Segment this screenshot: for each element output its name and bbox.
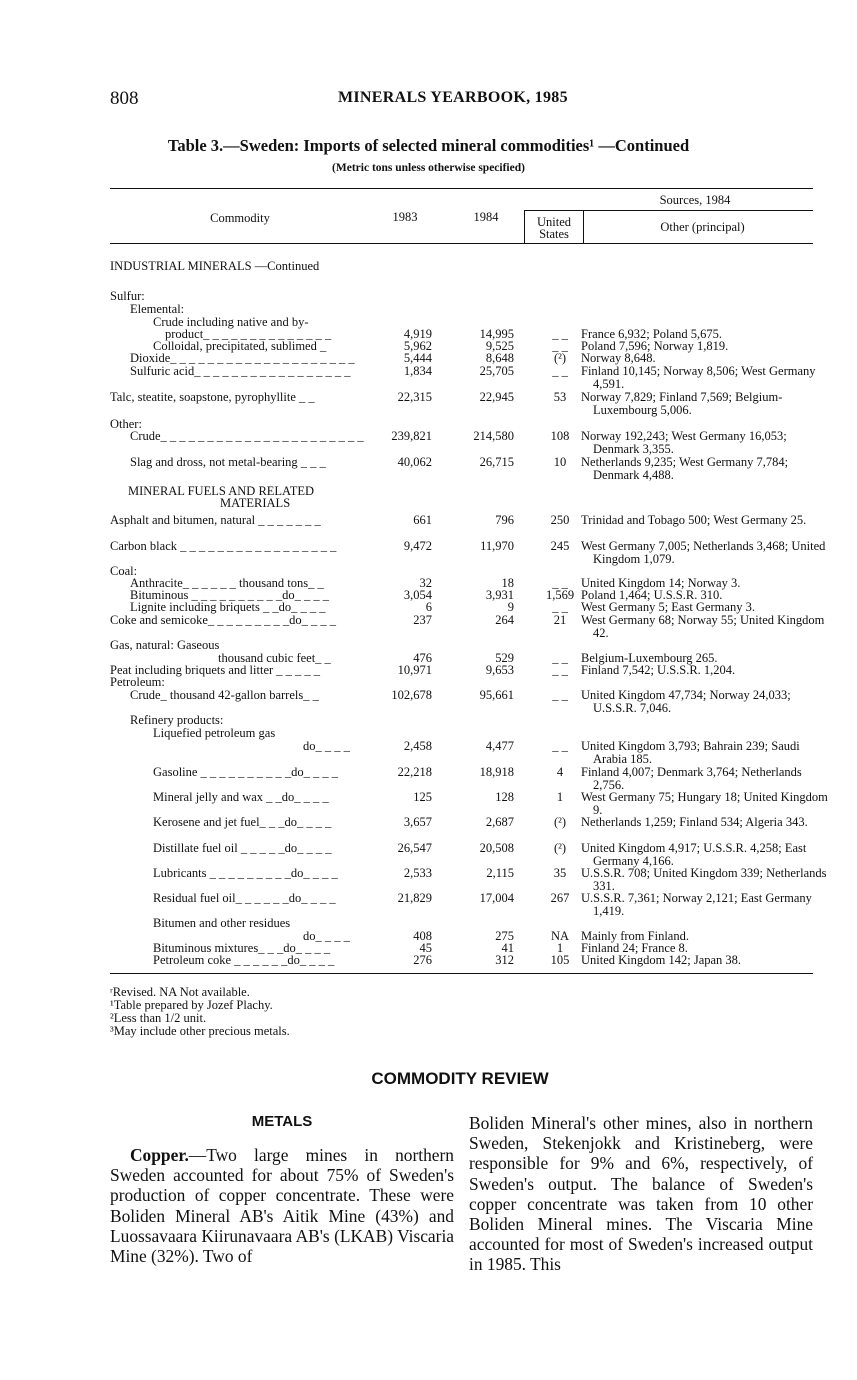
value-1984: 41 xyxy=(501,941,514,955)
commodity-cell: Crude including native and by- xyxy=(153,315,309,329)
other-principal-sources: United Kingdom 47,734; Norway 24,033; U.S.S.R. 7,046. xyxy=(581,688,791,715)
other-principal-sources: Finland 24; France 8. xyxy=(581,941,688,955)
other-principal-sources: Finland 7,542; U.S.S.R. 1,204. xyxy=(581,663,736,677)
value-1984: 17,004 xyxy=(479,891,514,905)
commodity-cell: Dioxide_ _ _ _ _ _ _ _ _ _ _ _ _ _ _ _ _ _ _ _ xyxy=(130,351,355,365)
value-united-states: 10 xyxy=(553,455,567,469)
other-principal-sources: Poland 1,464; U.S.S.R. 310. xyxy=(581,588,723,602)
other-principal-sources: West Germany 5; East Germany 3. xyxy=(581,600,755,614)
value-united-states: 1,569 xyxy=(545,588,575,602)
commodity-cell: Refinery products: xyxy=(130,713,224,727)
value-united-states: 108 xyxy=(550,429,570,443)
value-1983: 476 xyxy=(413,651,432,665)
value-1983: 5,444 xyxy=(403,351,432,365)
value-1984: 2,115 xyxy=(486,866,514,880)
table-title: Table 3.—Sweden: Imports of selected mineral commodities¹ —Continued xyxy=(167,136,690,155)
commodity-cell: Gas, natural: Gaseous xyxy=(110,638,220,652)
value-1984: 26,715 xyxy=(479,455,514,469)
header-us-line2: States xyxy=(539,227,569,241)
value-united-states: 53 xyxy=(553,390,567,404)
other-principal-sources: U.S.S.R. 7,361; Norway 2,121; East Germany 1,419. xyxy=(581,891,812,918)
value-1984: 796 xyxy=(495,513,514,527)
value-1983: 10,971 xyxy=(397,663,432,677)
commodity-cell: Lignite including briquets _ _do_ _ _ _ xyxy=(130,600,326,614)
value-1984: 3,931 xyxy=(485,588,514,602)
header-1983: 1983 xyxy=(392,210,418,224)
value-1983: 125 xyxy=(413,790,432,804)
header-other: Other (principal) xyxy=(660,220,745,234)
commodity-cell: Distillate fuel oil _ _ _ _ _do_ _ _ _ xyxy=(153,841,332,855)
other-principal-sources: Poland 7,596; Norway 1,819. xyxy=(581,339,729,353)
value-united-states: (²) xyxy=(553,815,567,829)
commodity-cell: do_ _ _ _ xyxy=(303,929,350,943)
header-commodity: Commodity xyxy=(210,211,270,225)
value-united-states: 1 xyxy=(556,941,564,955)
value-united-states: (²) xyxy=(553,351,567,365)
other-principal-sources: France 6,932; Poland 5,675. xyxy=(581,327,722,341)
left-column-paragraph xyxy=(110,1145,454,1266)
value-united-states: _ _ xyxy=(552,688,568,702)
page-number: 808 xyxy=(110,88,139,109)
footnote: ¹Table prepared by Jozef Plachy. xyxy=(110,998,273,1012)
value-1983: 237 xyxy=(413,613,432,627)
value-1983: 5,962 xyxy=(403,339,432,353)
commodity-cell: MATERIALS xyxy=(220,496,291,510)
commodity-cell: Crude_ _ _ _ _ _ _ _ _ _ _ _ _ _ _ _ _ _ _ _ _ _ xyxy=(130,429,364,443)
header-us-line1: United xyxy=(536,215,572,229)
value-united-states: 245 xyxy=(550,539,570,553)
value-united-states: _ _ xyxy=(552,739,568,753)
commodity-cell: Anthracite_ _ _ _ _ _ thousand tons_ _ xyxy=(130,576,324,590)
value-1984: 4,477 xyxy=(485,739,514,753)
value-1983: 102,678 xyxy=(391,688,432,702)
commodity-cell: Liquefied petroleum gas xyxy=(153,726,276,740)
value-1983: 661 xyxy=(413,513,432,527)
section-heading: COMMODITY REVIEW xyxy=(371,1069,549,1088)
value-1983: 3,657 xyxy=(403,815,432,829)
value-united-states: _ _ xyxy=(552,600,568,614)
value-united-states: 250 xyxy=(550,513,570,527)
other-principal-sources: United Kingdom 4,917; U.S.S.R. 4,258; East Germany 4,166. xyxy=(581,841,807,868)
commodity-cell: Sulfur: xyxy=(110,289,145,303)
other-principal-sources: Mainly from Finland. xyxy=(581,929,689,943)
value-1984: 264 xyxy=(495,613,514,627)
other-principal-sources: Netherlands 9,235; West Germany 7,784; Denmark 4,488. xyxy=(581,455,789,482)
other-principal-sources: United Kingdom 142; Japan 38. xyxy=(581,953,742,967)
value-1984: 14,995 xyxy=(479,327,514,341)
value-1984: 529 xyxy=(495,651,514,665)
commodity-cell: Crude_ thousand 42-gallon barrels_ _ xyxy=(130,688,319,702)
value-1984: 275 xyxy=(495,929,514,943)
other-principal-sources: Norway 8,648. xyxy=(581,351,656,365)
value-1983: 1,834 xyxy=(403,364,432,378)
header-sources: Sources, 1984 xyxy=(659,193,731,207)
value-1983: 21,829 xyxy=(397,891,432,905)
commodity-cell: Mineral jelly and wax _ _do_ _ _ _ xyxy=(153,790,329,804)
left-paragraph-text: —Two large mines in northern Sweden accounted for about 75% of Sweden's production of copper concentrate. These were Boliden Mineral AB's Aitik Mine (43%) and Luossavaara Kiirunavaara AB's (LKAB) Viscaria Mine (32%). Two of xyxy=(110,1145,454,1267)
commodity-cell: Other: xyxy=(110,417,142,431)
value-1983: 22,315 xyxy=(397,390,432,404)
value-united-states: 1 xyxy=(556,790,564,804)
value-1984: 11,970 xyxy=(480,539,514,553)
value-1983: 6 xyxy=(425,600,432,614)
commodity-cell: Bituminous mixtures_ _ _do_ _ _ _ xyxy=(153,941,331,955)
table-subtitle: (Metric tons unless otherwise specified) xyxy=(332,162,525,174)
value-united-states: _ _ xyxy=(552,663,568,677)
commodity-cell: Coal: xyxy=(110,564,138,578)
value-1983: 3,054 xyxy=(403,588,432,602)
footnote: ³May include other precious metals. xyxy=(110,1024,290,1038)
value-1984: 20,508 xyxy=(479,841,514,855)
value-united-states: (²) xyxy=(553,841,567,855)
value-1983: 22,218 xyxy=(397,765,432,779)
other-principal-sources: West Germany 75; Hungary 18; United Kingdom 9. xyxy=(581,790,828,817)
other-principal-sources: United Kingdom 3,793; Bahrain 239; Saudi Arabia 185. xyxy=(581,739,800,766)
commodity-cell: Talc, steatite, soapstone, pyrophyllite _ _ xyxy=(110,390,315,404)
value-1983: 9,472 xyxy=(403,539,432,553)
commodity-cell: Bituminous _ _ _ _ _ _ _ _ _ _do_ _ _ _ xyxy=(130,588,329,602)
value-united-states: _ _ xyxy=(552,651,568,665)
footnote: ʳRevised. NA Not available. xyxy=(110,985,250,999)
footnote: ²Less than 1/2 unit. xyxy=(110,1011,207,1025)
copper-lead: Copper. xyxy=(130,1145,189,1165)
other-principal-sources: Netherlands 1,259; Finland 534; Algeria 343. xyxy=(581,815,808,829)
value-1983: 40,062 xyxy=(397,455,432,469)
other-principal-sources: Finland 4,007; Denmark 3,764; Netherlands 2,756. xyxy=(581,765,802,792)
value-1983: 45 xyxy=(419,941,432,955)
commodity-cell: INDUSTRIAL MINERALS —Continued xyxy=(110,259,320,273)
other-principal-sources: West Germany 68; Norway 55; United Kingdom 42. xyxy=(581,613,825,640)
value-united-states: _ _ xyxy=(552,327,568,341)
other-principal-sources: U.S.S.R. 708; United Kingdom 339; Netherlands 331. xyxy=(581,866,827,893)
commodity-cell: Petroleum: xyxy=(110,675,165,689)
value-1983: 32 xyxy=(419,576,432,590)
commodity-cell: Bitumen and other residues xyxy=(153,916,291,930)
value-united-states: 105 xyxy=(550,953,570,967)
header-1984: 1984 xyxy=(473,210,499,224)
value-united-states: 35 xyxy=(553,866,567,880)
value-1984: 128 xyxy=(495,790,514,804)
other-principal-sources: Norway 192,243; West Germany 16,053; Denmark 3,355. xyxy=(581,429,787,456)
value-1983: 4,919 xyxy=(403,327,432,341)
commodity-cell: product_ _ _ _ _ _ _ _ _ _ _ _ _ _ xyxy=(165,327,332,341)
value-1983: 239,821 xyxy=(391,429,432,443)
value-united-states: 4 xyxy=(556,765,564,779)
commodity-cell: Carbon black _ _ _ _ _ _ _ _ _ _ _ _ _ _ _ _ _ xyxy=(110,539,337,553)
value-1984: 25,705 xyxy=(479,364,514,378)
value-1984: 9,653 xyxy=(485,663,514,677)
commodity-cell: Slag and dross, not metal-bearing _ _ _ xyxy=(130,455,326,469)
value-united-states: NA xyxy=(550,929,570,943)
value-1983: 276 xyxy=(413,953,432,967)
value-1984: 22,945 xyxy=(479,390,514,404)
other-principal-sources: Finland 10,145; Norway 8,506; West Germany 4,591. xyxy=(581,364,816,391)
other-principal-sources: West Germany 7,005; Netherlands 3,468; United Kingdom 1,079. xyxy=(581,539,826,566)
subsection-heading: METALS xyxy=(251,1113,313,1130)
commodity-cell: Coke and semicoke_ _ _ _ _ _ _ _ _do_ _ _ _ xyxy=(110,613,337,627)
commodity-cell: Gasoline _ _ _ _ _ _ _ _ _ _do_ _ _ _ xyxy=(153,765,339,779)
value-1984: 214,580 xyxy=(473,429,514,443)
value-1984: 95,661 xyxy=(479,688,514,702)
commodity-cell: thousand cubic feet_ _ xyxy=(218,651,331,665)
other-principal-sources: Trinidad and Tobago 500; West Germany 25. xyxy=(581,513,807,527)
value-1984: 312 xyxy=(495,953,514,967)
value-united-states: _ _ xyxy=(552,364,568,378)
value-1983: 2,533 xyxy=(403,866,432,880)
value-united-states: _ _ xyxy=(552,576,568,590)
value-1984: 8,648 xyxy=(485,351,514,365)
commodity-cell: Peat including briquets and litter _ _ _ _ _ xyxy=(110,663,321,677)
value-united-states: 267 xyxy=(550,891,570,905)
value-1984: 18 xyxy=(501,576,514,590)
value-1983: 2,458 xyxy=(403,739,432,753)
value-united-states: _ _ xyxy=(552,339,568,353)
commodity-cell: MINERAL FUELS AND RELATED xyxy=(128,484,314,498)
value-1983: 408 xyxy=(413,929,432,943)
commodity-cell: Asphalt and bitumen, natural _ _ _ _ _ _ _ xyxy=(110,513,321,527)
commodity-cell: Colloidal, precipitated, sublimed _ xyxy=(153,339,327,353)
right-column-paragraph xyxy=(469,1113,813,1275)
commodity-cell: Kerosene and jet fuel_ _ _do_ _ _ _ xyxy=(153,815,332,829)
commodity-cell: Petroleum coke _ _ _ _ _ _do_ _ _ _ xyxy=(153,953,335,967)
other-principal-sources: Norway 7,829; Finland 7,569; Belgium-Luxembourg 5,006. xyxy=(581,390,783,417)
right-paragraph-text: Boliden Mineral's other mines, also in northern Sweden, Stekenjokk and Kristineberg, were responsible for 9% and 6%, respectively, of Sweden's output. The balance of Sweden's copper concentrate was taken from 10 other Boliden Mineral mines. The Viscaria Mine accounted for most of Sweden's increased output in 1985. This xyxy=(469,1113,813,1275)
value-1984: 2,687 xyxy=(485,815,514,829)
value-united-states: 21 xyxy=(553,613,567,627)
value-1984: 18,918 xyxy=(479,765,514,779)
commodity-cell: do_ _ _ _ xyxy=(303,739,350,753)
running-head: MINERALS YEARBOOK, 1985 xyxy=(338,89,568,106)
value-1984: 9 xyxy=(507,600,514,614)
value-1984: 9,525 xyxy=(485,339,514,353)
commodity-cell: Lubricants _ _ _ _ _ _ _ _ _do_ _ _ _ xyxy=(153,866,338,880)
commodity-cell: Sulfuric acid_ _ _ _ _ _ _ _ _ _ _ _ _ _ _ _ _ xyxy=(130,364,351,378)
value-1983: 26,547 xyxy=(397,841,432,855)
commodity-cell: Elemental: xyxy=(130,302,185,316)
commodity-cell: Residual fuel oil_ _ _ _ _ _do_ _ _ _ xyxy=(153,891,336,905)
other-principal-sources: Belgium-Luxembourg 265. xyxy=(581,651,718,665)
other-principal-sources: United Kingdom 14; Norway 3. xyxy=(581,576,741,590)
